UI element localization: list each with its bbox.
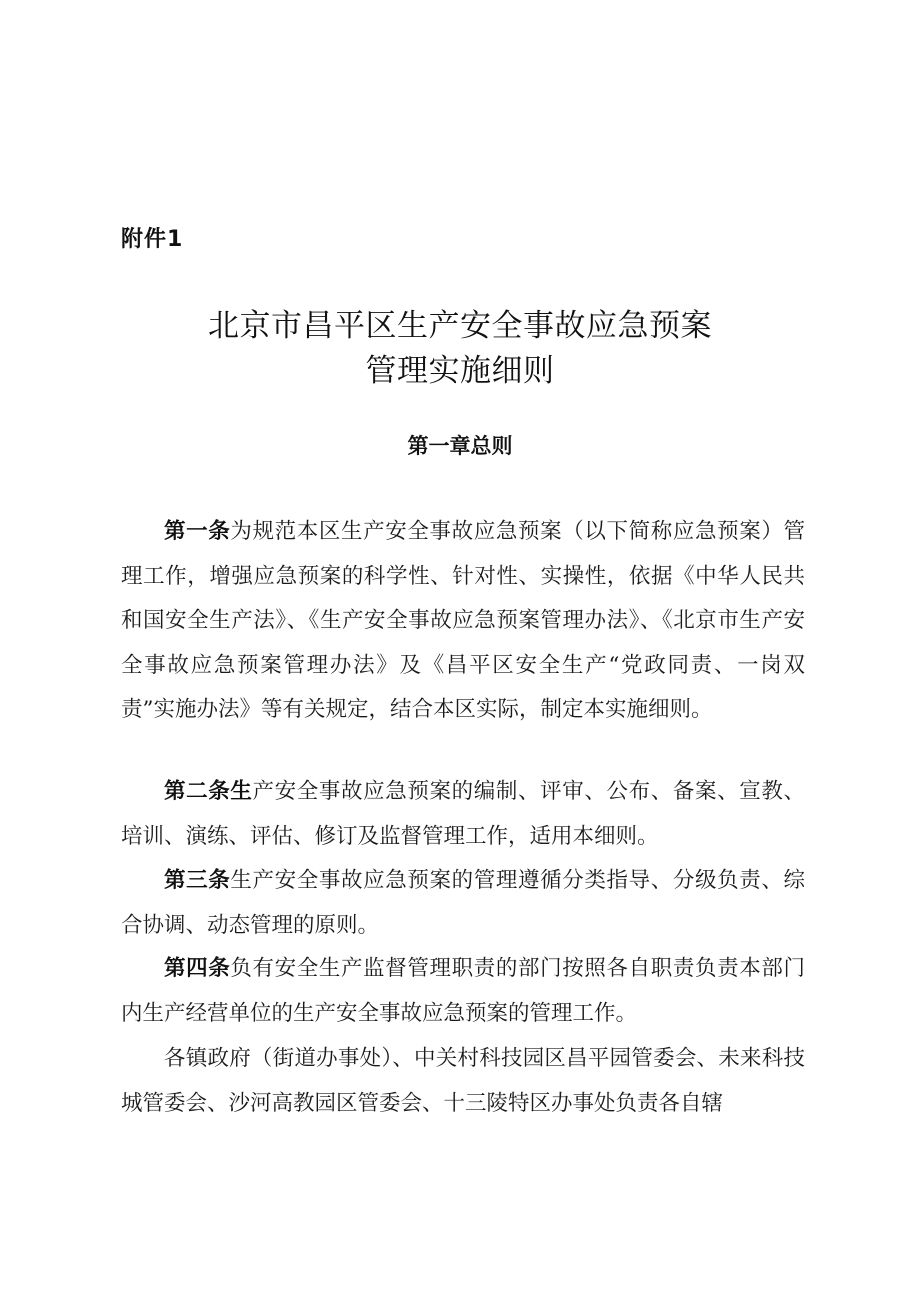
article-2-text: 产安全事故应急预案的编制、评审、公布、备案、宣教、培训、演练、评估、修订及监督管理工作，适用本细则。 xyxy=(121,779,805,849)
article-4-text: 负有安全生产监督管理职责的部门按照各自职责负责本部门内生产经营单位的生产安全事故应急预案的管理工作。 xyxy=(121,956,805,1026)
article-2 xyxy=(121,770,805,859)
article-3-text: 生产安全事故应急预案的管理遵循分类指导、分级负责、综合协调、动态管理的原则。 xyxy=(121,868,805,938)
article-3-label: 第三条 xyxy=(164,868,231,893)
document-title-line-1: 北京市昌平区生产安全事故应急预案 xyxy=(208,308,712,344)
article-4 xyxy=(121,947,805,1036)
continued-paragraph-text: 各镇政府（街道办事处）、中关村科技园区昌平园管委会、未来科技城管委会、沙河高教园区管委会、十三陵特区办事处负责各自辖 xyxy=(121,1046,805,1116)
article-3 xyxy=(121,859,805,948)
article-2-label: 第二条生 xyxy=(164,779,253,804)
document-title-line-2: 管理实施细则 xyxy=(365,353,555,389)
article-4-continued-paragraph xyxy=(121,1037,805,1126)
chapter-heading: 第一章总则 xyxy=(407,434,513,458)
article-1-label: 第一条 xyxy=(164,519,231,544)
article-1-text: 为规范本区生产安全事故应急预案（以下简称应急预案）管理工作，增强应急预案的科学性、针对性、实操性，依据《中华人民共和国安全生产法》、《生产安全事故应急预案管理办法》、《北京市生产安全事故应急预案管理办法》及《昌平区安全生产“党政同责、一岗双责”实施办法》等有关规定，结合本区实际，制定本实施细则。 xyxy=(121,519,805,722)
article-4-label: 第四条 xyxy=(164,956,231,981)
article-1 xyxy=(121,510,805,733)
attachment-label: 附件1 xyxy=(121,227,184,252)
